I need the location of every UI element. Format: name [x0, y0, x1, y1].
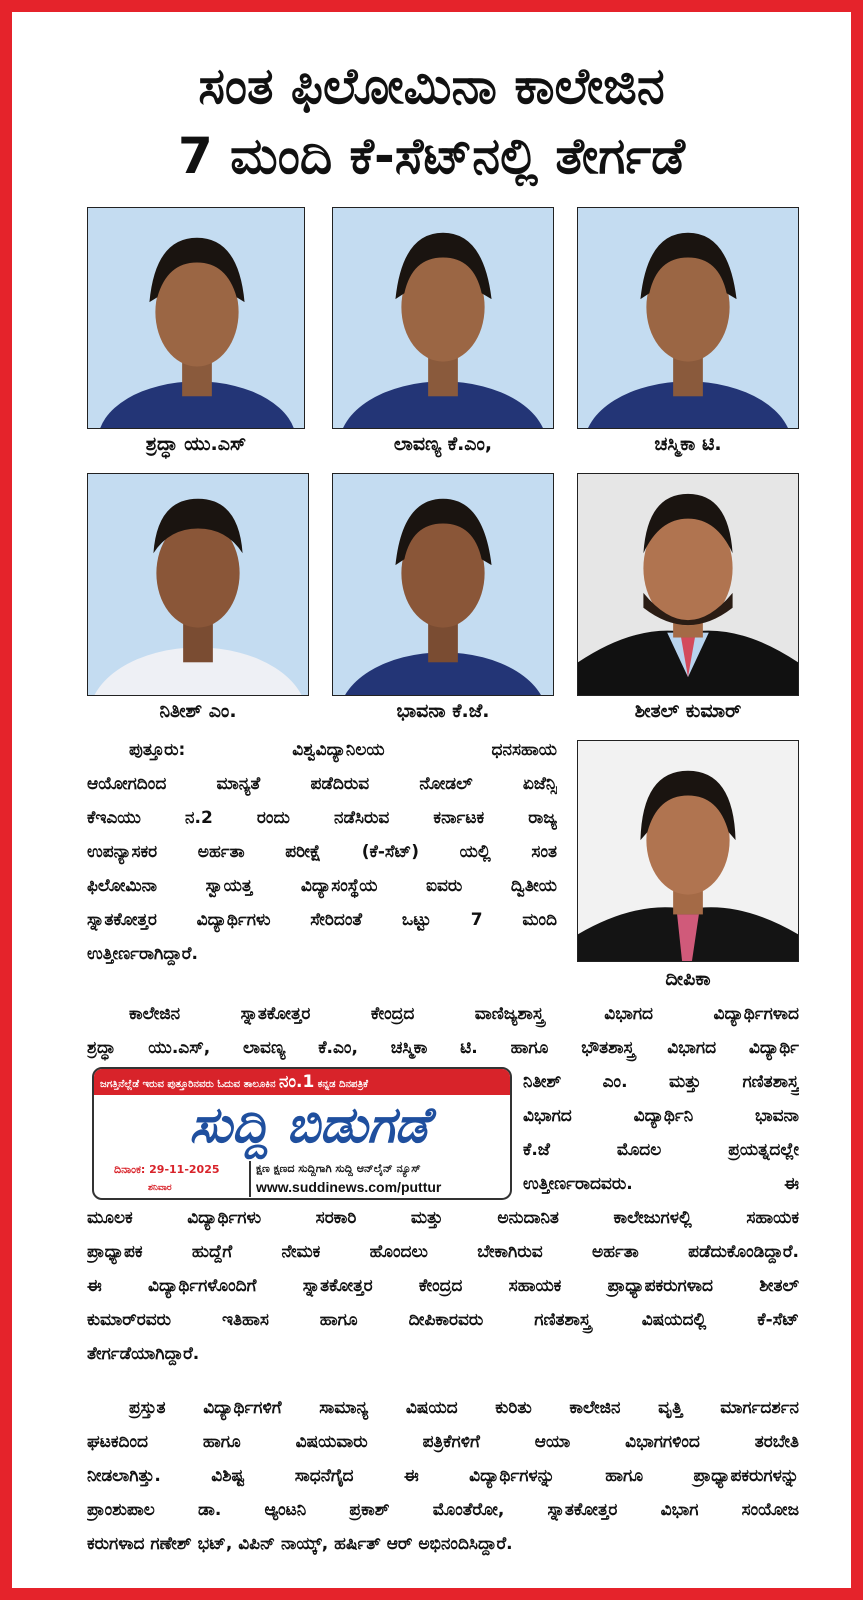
caption-shraddha: ಶ್ರದ್ಧಾ ಯು.ಎಸ್ — [145, 433, 247, 455]
para2-line: ಕೆ.ಜೆ ಮೊದಲ ಪ್ರಯತ್ನದಲ್ಲೇ — [523, 1140, 799, 1160]
para1-line: ಆಯೋಗದಿಂದ ಮಾನ್ಯತೆ ಪಡೆದಿರುವ ನೋಡಲ್ ಏಜೆನ್ಸಿ — [87, 774, 557, 794]
suddi-bidugade-logo: ಸುದ್ದಿ ಬಿಡುಗಡೆ — [189, 1096, 429, 1154]
photo-nithish — [87, 473, 309, 696]
headline-line-1: ಸಂತ ಫಿಲೋಮಿನಾ ಕಾಲೇಜಿನ — [198, 57, 665, 115]
para2-line: ಈ ವಿದ್ಯಾರ್ಥಿಗಳೊಂದಿಗೆ ಸ್ನಾತಕೋತ್ತರ ಕೇಂದ್ರದ ಸಹಾಯಕ ಪ್ರಾಧ್ಯಾಪಕರುಗಳಾದ ಶೀತಲ್ — [87, 1276, 799, 1296]
ad-day: ಶನಿವಾರ — [148, 1183, 172, 1193]
para3-line: ಘಟಕದಿಂದ ಹಾಗೂ ವಿಷಯವಾರು ಪತ್ರಿಕೆಗಳಿಗೆ ಆಯಾ ವಿಭಾಗಗಳಿಂದ ತರಬೇತಿ — [87, 1432, 799, 1452]
photo-lavanya — [332, 207, 554, 429]
para1-line: ಫಿಲೋಮಿನಾ ಸ್ವಾಯತ್ತ ವಿದ್ಯಾಸಂಸ್ಥೆಯ ಐವರು ದ್ವಿತೀಯ — [87, 876, 557, 896]
para2-line: ಉತ್ತೀರ್ಣರಾದವರು. ಈ — [523, 1174, 799, 1194]
suddi-bidugade-ad[interactable] — [92, 1067, 512, 1200]
caption-deepika: ದೀಪಿಕಾ — [665, 968, 711, 990]
para2-line: ತೇರ್ಗಡೆಯಾಗಿದ್ದಾರೆ. — [87, 1344, 200, 1364]
para2-line: ಕುಮಾರ್‌ರವರು ಇತಿಹಾಸ ಹಾಗೂ ದೀಪಿಕಾರವರು ಗಣಿತಶಾಸ್ತ್ರ ವಿಷಯದಲ್ಲಿ ಕೆ-ಸೆಟ್ — [87, 1310, 799, 1330]
ad-top-banner: ಜಗತ್ತಿನೆಲ್ಲೆಡೆ ಇರುವ ಪುತ್ತೂರಿನವರು ಓದುವ ತಾಲೂಕಿನ ನಂ.1 ಕನ್ನಡ ದಿನಪತ್ರಿಕೆ — [94, 1069, 510, 1095]
para1-line: ಪುತ್ತೂರು: ವಿಶ್ವವಿದ್ಯಾನಿಲಯ ಧನಸಹಾಯ — [129, 740, 557, 760]
paragraph-2-side — [523, 1065, 799, 1201]
photo-deepika — [577, 740, 799, 962]
para1-line: ಸ್ನಾತಕೋತ್ತರ ವಿದ್ಯಾರ್ಥಿಗಳು ಸೇರಿದಂತೆ ಒಟ್ಟು 7 ಮಂದಿ — [87, 910, 557, 930]
para2-line: ಪ್ರಾಧ್ಯಾಪಕ ಹುದ್ದೆಗೆ ನೇಮಕ ಹೊಂದಲು ಬೇಕಾಗಿರುವ ಅರ್ಹತಾ ಪಡೆದುಕೊಂಡಿದ್ದಾರೆ. — [87, 1242, 799, 1262]
para3-line: ಪ್ರಸ್ತುತ ವಿದ್ಯಾರ್ಥಿಗಳಿಗೆ ಸಾಮಾನ್ಯ ವಿಷಯದ ಕುರಿತು ಕಾಲೇಜಿನ ವೃತ್ತಿ ಮಾರ್ಗದರ್ಶನ — [129, 1398, 799, 1418]
photo-sheetal-kumar — [577, 473, 799, 696]
paragraph-2-top — [87, 997, 799, 1065]
para1-line: ಕೆಇಎಯು ನ.2 ರಂದು ನಡೆಸಿರುವ ಕರ್ನಾಟಕ ರಾಜ್ಯ — [87, 808, 557, 828]
caption-sheetal-kumar: ಶೀತಲ್ ಕುಮಾರ್ — [634, 700, 742, 722]
ad-url-link[interactable]: www.suddinews.com/puttur — [256, 1179, 442, 1195]
para2-line: ನಿತೀಶ್ ಎಂ. ಮತ್ತು ಗಣಿತಶಾಸ್ತ್ರ — [523, 1072, 799, 1092]
photo-chasmika — [577, 207, 799, 429]
photo-bhavana — [332, 473, 554, 696]
para3-line: ಕರುಗಳಾದ ಗಣೇಶ್ ಭಟ್, ವಿಪಿನ್ ನಾಯ್ಕ್, ಹರ್ಷಿತ್ ಆರ್ ಅಭಿನಂದಿಸಿದ್ದಾರೆ. — [87, 1534, 513, 1554]
paragraph-3 — [87, 1391, 799, 1561]
headline-line-2: 7 ಮಂದಿ ಕೆ-ಸೆಟ್‌ನಲ್ಲಿ ತೇರ್ಗಡೆ — [177, 127, 686, 185]
para3-line: ನೀಡಲಾಗಿತ್ತು. ವಿಶಿಷ್ಟ ಸಾಧನೆಗೈದ ಈ ವಿದ್ಯಾರ್ಥಿಗಳನ್ನು ಹಾಗೂ ಪ್ರಾಧ್ಯಾಪಕರುಗಳನ್ನು — [87, 1466, 799, 1486]
para1-line: ಉಪನ್ಯಾಸಕರ ಅರ್ಹತಾ ಪರೀಕ್ಷೆ (ಕೆ-ಸೆಟ್) ಯಲ್ಲಿ ಸಂತ — [87, 842, 557, 862]
ad-tagline: ಕ್ಷಣ ಕ್ಷಣದ ಸುದ್ದಿಗಾಗಿ ಸುದ್ದಿ ಆನ್‌ಲೈನ್ ನ್ಯೂಸ್ — [256, 1162, 421, 1175]
para2-line: ಶ್ರದ್ಧಾ ಯು.ಎಸ್, ಲಾವಣ್ಯ ಕೆ.ಎಂ, ಚಸ್ಮಿಕಾ ಟಿ. ಹಾಗೂ ಭೌತಶಾಸ್ತ್ರ ವಿಭಾಗದ ವಿದ್ಯಾರ್ಥಿ — [87, 1038, 799, 1058]
photo-shraddha — [87, 207, 305, 429]
caption-nithish: ನಿತೀಶ್ ಎಂ. — [159, 700, 237, 722]
para2-line: ಕಾಲೇಜಿನ ಸ್ನಾತಕೋತ್ತರ ಕೇಂದ್ರದ ವಾಣಿಜ್ಯಶಾಸ್ತ್ರ ವಿಭಾಗದ ವಿದ್ಯಾರ್ಥಿಗಳಾದ — [129, 1004, 799, 1024]
para2-line: ವಿಭಾಗದ ವಿದ್ಯಾರ್ಥಿನಿ ಭಾವನಾ — [523, 1106, 799, 1126]
paragraph-1 — [87, 733, 557, 971]
para1-line: ಉತ್ತೀರ್ಣರಾಗಿದ್ದಾರೆ. — [87, 944, 198, 964]
para3-line: ಪ್ರಾಂಶುಪಾಲ ಡಾ. ಆ್ಯಂಟನಿ ಪ್ರಕಾಶ್ ಮೊಂತೆರೋ, ಸ್ನಾತಕೋತ್ತರ ವಿಭಾಗ ಸಂಯೋಜ — [87, 1500, 799, 1520]
paragraph-2-rest — [87, 1201, 799, 1371]
caption-bhavana: ಭಾವನಾ ಕೆ.ಜೆ. — [396, 700, 490, 722]
caption-lavanya: ಲಾವಣ್ಯ ಕೆ.ಎಂ, — [393, 433, 493, 455]
ad-divider — [249, 1161, 251, 1197]
caption-chasmika: ಚಸ್ಮಿಕಾ ಟಿ. — [654, 433, 722, 455]
ad-date: ದಿನಾಂಕ: 29-11-2025 — [114, 1163, 220, 1176]
para2-line: ಮೂಲಕ ವಿದ್ಯಾರ್ಥಿಗಳು ಸರಕಾರಿ ಮತ್ತು ಅನುದಾನಿತ ಕಾಲೇಜುಗಳಲ್ಲಿ ಸಹಾಯಕ — [87, 1208, 799, 1228]
